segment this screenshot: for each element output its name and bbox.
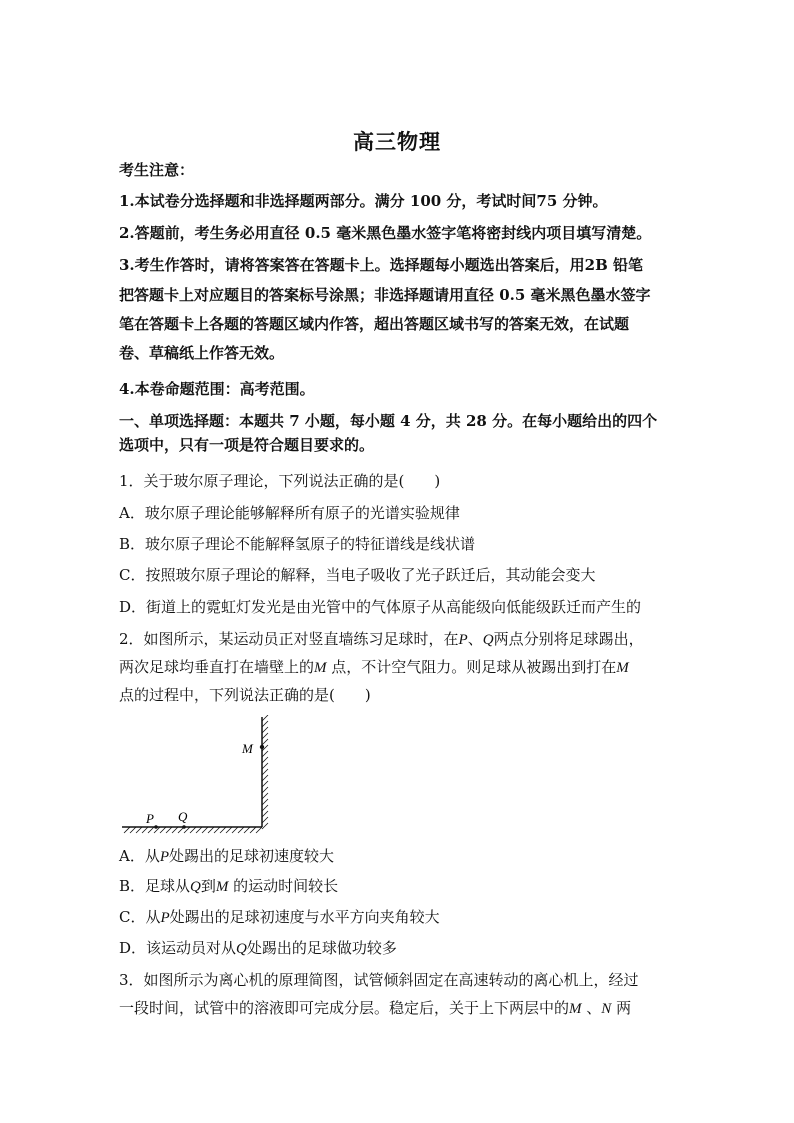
notice-item-3-cont: 把答题卡上对应题目的答案标号涂黑；非选择题请用直径 0.5 毫米黑色墨水签字 [119,286,651,304]
notice-item-3-cont: 笔在答题卡上各题的答题区域内作答，超出答题区域书写的答案无效，在试题 [119,315,630,333]
notice-item-2: 2.答题前，考生务必用直径 0.5 毫米黑色墨水签字笔将密封线内项目填写清楚。 [119,224,652,242]
notice-item-4: 4.本卷命题范围：高考范围。 [119,380,315,398]
section-heading: 一、单项选择题：本题共 7 小题，每小题 4 分，共 28 分。在每小题给出的四个 [119,412,658,430]
notice-item-1: 1.本试卷分选择题和非选择题两部分。满分 100 分，考试时间75 分钟。 [119,192,608,210]
question-3-stem-cont: 一段时间，试管中的溶液即可完成分层。稳定后，关于上下两层中的M 、N 两 [119,999,632,1017]
point-q [182,825,186,829]
notice-heading: 考生注意： [119,161,195,179]
ground-hatching [124,827,262,833]
question-2-stem-cont: 两次足球均垂直打在墙壁上的M 点，不计空气阻力。则足球从被踢出到打在M [119,658,629,676]
question-1-option-d: D．街道上的霓虹灯发光是由光管中的气体原子从高能级向低能级跃迁而产生的 [119,598,642,616]
question-3-stem: 3．如图所示为离心机的原理简图，试管倾斜固定在高速转动的离心机上，经过 [119,971,639,989]
notice-item-3: 3.考生作答时，请将答案答在答题卡上。选择题每小题选出答案后，用2B 铅笔 [119,256,643,274]
label-p: P [146,811,154,826]
section-heading-cont: 选项中，只有一项是符合题目要求的。 [119,436,375,454]
page-title: 高三物理 [353,129,441,154]
question-1-option-a: A．玻尔原子理论能够解释所有原子的光谱实验规律 [119,504,460,522]
wall-ground-figure [118,715,278,835]
question-2-option-d: D．该运动员对从Q处踢出的足球做功较多 [119,939,397,957]
label-m: M [242,741,253,756]
question-2-stem-cont: 点的过程中，下列说法正确的是( ) [119,686,371,704]
notice-item-3-cont: 卷、草稿纸上作答无效。 [119,344,285,362]
question-2-stem: 2．如图所示，某运动员正对竖直墙练习足球时，在P、Q两点分别将足球踢出， [119,630,644,648]
question-2-option-b: B．足球从Q到M 的运动时间较长 [119,877,339,895]
question-1-stem: 1．关于玻尔原子理论，下列说法正确的是( ) [119,472,441,490]
question-2-option-c: C．从P处踢出的足球初速度与水平方向夹角较大 [119,908,440,926]
wall-hatching [262,715,268,829]
question-2-option-a: A．从P处踢出的足球初速度较大 [119,847,335,865]
question-1-option-c: C．按照玻尔原子理论的解释，当电子吸收了光子跃迁后，其动能会变大 [119,566,596,584]
question-1-option-b: B．玻尔原子理论不能解释氢原子的特征谱线是线状谱 [119,535,476,553]
point-p [154,825,158,829]
label-q: Q [178,809,188,824]
point-m [260,745,264,749]
